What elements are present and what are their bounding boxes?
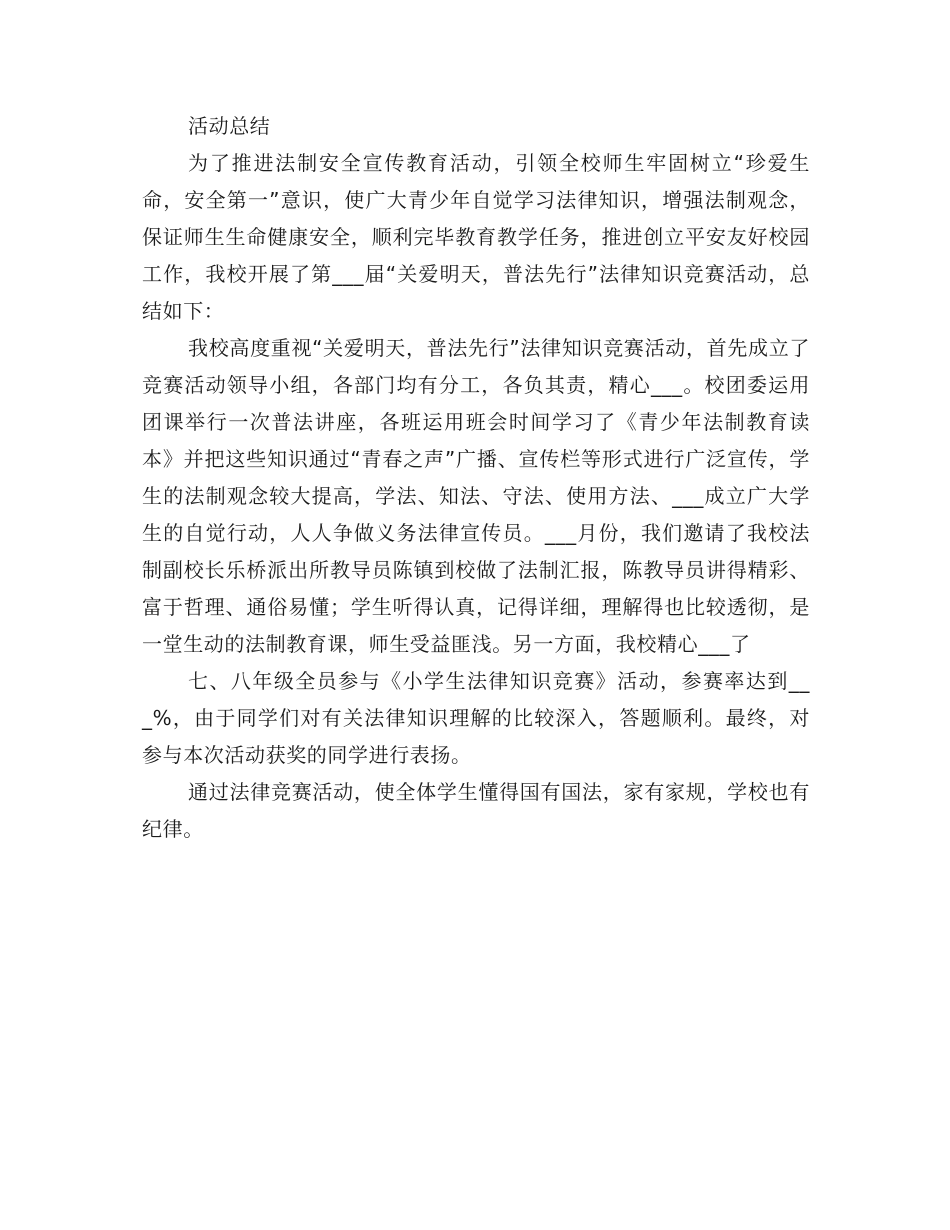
document-title: 活动总结 bbox=[188, 114, 271, 138]
paragraph-intro: 为了推进法制安全宣传教育活动，引领全校师生牢固树立“珍爱生命，安全第一”意识，使广大青少年自觉学习法律知识，增强法制观念，保证师生生命健康安全，顺利完毕教育教学任务，推进创立平安友好校园工作，我校开展了第___届“关爱明天，普法先行”法律知识竞赛活动，总结如下： bbox=[142, 151, 810, 323]
document-body bbox=[142, 108, 810, 848]
paragraph-activities: 我校高度重视“关爱明天，普法先行”法律知识竞赛活动，首先成立了竞赛活动领导小组，各部门均有分工，各负其责，精心___。校团委运用团课举行一次普法讲座，各班运用班会时间学习了《青少年法制教育读本》并把这些知识通过“青春之声”广播、宣传栏等形式进行广泛宣传，学生的法制观念较大提高，学法、知法、守法、使用方法、___成立广大学生的自觉行动，人人争做义务法律宣传员。___月份，我们邀请了我校法制副校长乐桥派出所教导员陈镇到校做了法制汇报，陈教导员讲得精彩、富于哲理、通俗易懂；学生听得认真，记得详细，理解得也比较透彻，是一堂生动的法制教育课，师生受益匪浅。另一方面，我校精心___了 bbox=[142, 336, 810, 656]
paragraph-competition: 七、八年级全员参与《小学生法律知识竞赛》活动，参赛率达到___%，由于同学们对有关法律知识理解的比较深入，答题顺利。最终，对参与本次活动获奖的同学进行表扬。 bbox=[142, 669, 810, 767]
paragraph-conclusion: 通过法律竞赛活动，使全体学生懂得国有国法，家有家规，学校也有纪律。 bbox=[142, 780, 810, 841]
